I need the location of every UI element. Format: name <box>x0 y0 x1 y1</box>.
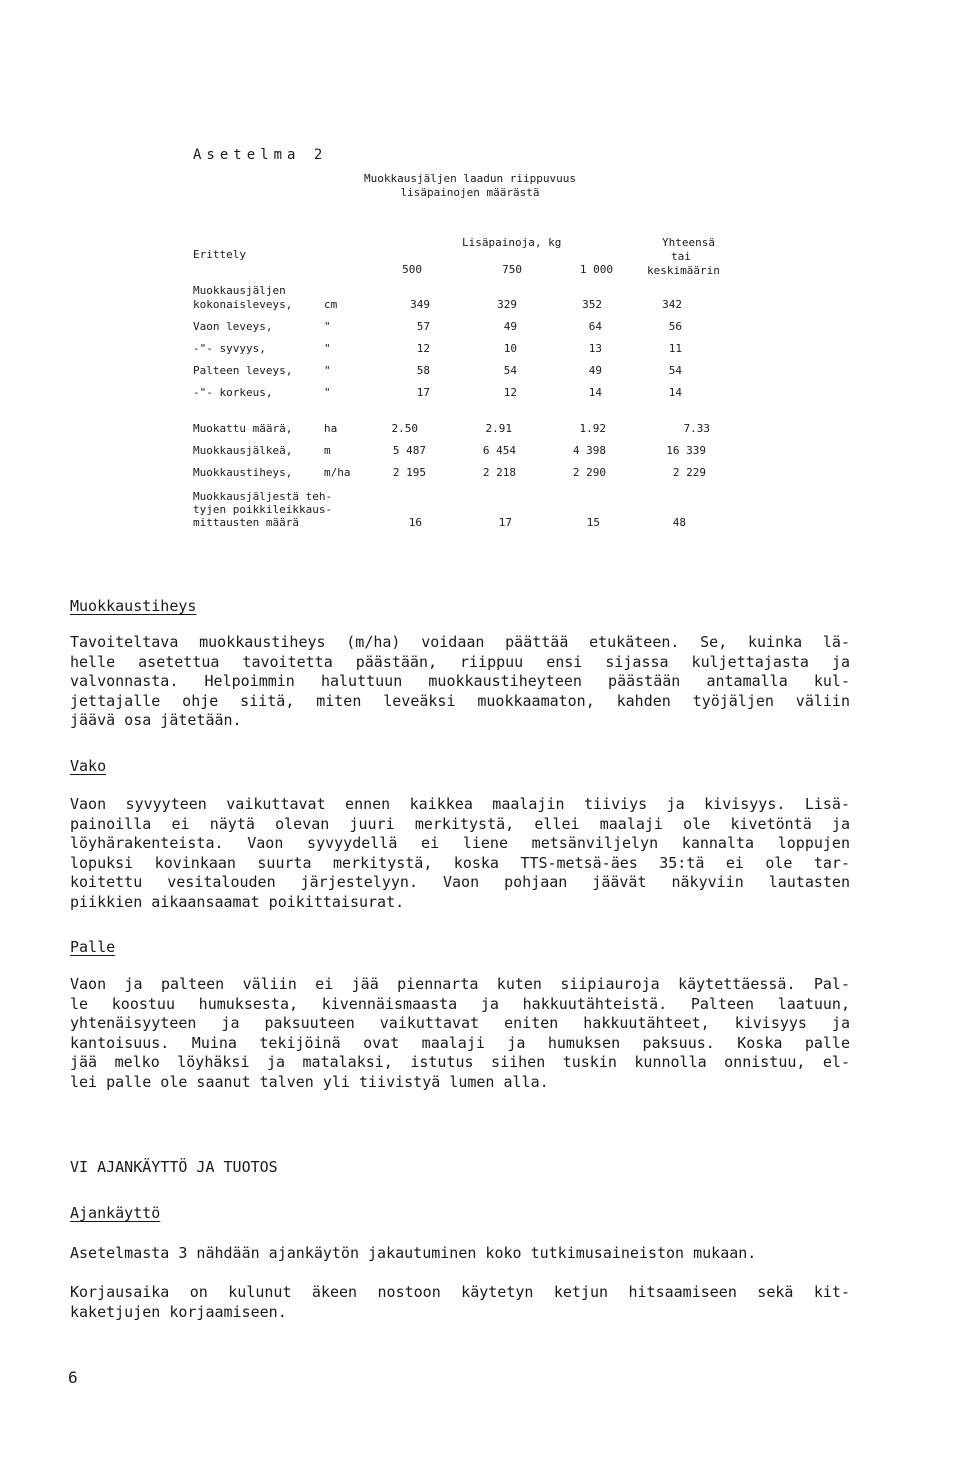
cell: 54 <box>668 364 682 377</box>
row-label: Vaon leveys, <box>193 320 273 333</box>
paragraph-palle <box>70 975 850 1093</box>
text-line: jettajalle ohje siitä, miten leveäksi muokkaamaton, kahden työjäljen väliin <box>70 691 850 710</box>
row-label: Muokattu määrä, <box>193 422 293 435</box>
text-line: jää melko löyhäksi ja matalaksi, istutus siihen tuskin kunnolla onnistuu, el- <box>70 1053 850 1072</box>
row-unit: " <box>324 364 331 377</box>
text-line: lei palle ole saanut talven yli tiivistyä lumen alla. <box>70 1072 549 1091</box>
weight-750: 750 <box>502 263 522 276</box>
total-header-1: Yhteensä <box>662 236 715 249</box>
last-row-label-2: tyjen poikkileikkaus- <box>193 503 333 516</box>
cell: 17 <box>498 516 512 529</box>
cell: 2.91 <box>485 422 512 435</box>
row-label: Muokkausjälkeä, <box>193 444 293 457</box>
cell: 14 <box>588 386 602 399</box>
text-line: lopuksi kovinkaan suurta merkitystä, koska TTS-metsä-äes 35:tä ei ole tar- <box>70 853 850 872</box>
cell: 58 <box>416 364 430 377</box>
cell: 49 <box>588 364 602 377</box>
cell: 12 <box>503 386 517 399</box>
cell: 15 <box>586 516 600 529</box>
section-heading-muokkaustiheys: Muokkaustiheys <box>70 597 197 615</box>
cell: 56 <box>668 320 682 333</box>
cell: 5 487 <box>392 444 426 457</box>
section-heading-vako: Vako <box>70 757 107 775</box>
paragraph-ajankaytto-1 <box>70 1244 850 1264</box>
text-line: yhtenäisyyteen ja paksuuteen vaikuttavat eniten hakkuutähteet, kivisyys ja <box>70 1014 850 1033</box>
row-label: Palteen leveys, <box>193 364 293 377</box>
text-line: jäävä osa jätetään. <box>70 711 242 730</box>
cell: 54 <box>503 364 517 377</box>
row-unit: m <box>324 444 331 457</box>
cell: 6 454 <box>482 444 516 457</box>
cell: 64 <box>588 320 602 333</box>
text-line: le koostuu humuksesta, kivennäismaasta ja hakkuutähteistä. Palteen laatuun, <box>70 994 850 1013</box>
row-label-2: kokonaisleveys, <box>193 298 293 311</box>
cell: 7.33 <box>683 422 710 435</box>
cell: 2 229 <box>672 466 706 479</box>
text-line: Tavoiteltava muokkaustiheys (m/ha) voidaan päättää etukäteen. Se, kuinka lä- <box>70 633 850 651</box>
cell: 329 <box>497 298 517 311</box>
row-unit: " <box>324 342 331 355</box>
cell: 11 <box>668 342 682 355</box>
paragraph-vako <box>70 795 850 913</box>
weight-500: 500 <box>402 263 422 276</box>
caption-line-1: Muokkausjäljen laadun riippuvuus <box>364 172 576 185</box>
text-line: Korjausaika on kulunut äkeen nostoon käytetyn ketjun hitsaamiseen sekä kit- <box>70 1283 850 1301</box>
text-line: kantoisuus. Muina tekijöinä ovat maalaji ja humuksen paksuus. Koska palle <box>70 1033 850 1052</box>
cell: 10 <box>503 342 517 355</box>
row-label: Muokkaustiheys, <box>193 466 293 479</box>
text-line: Vaon ja palteen väliin ei jää piennarta kuten siipiauroja käytettäessä. Pal- <box>70 975 850 993</box>
text-line: valvonnasta. Helpoimmin haluttuun muokkaustiheyteen päästään antamalla kul- <box>70 672 850 691</box>
section-heading-palle: Palle <box>70 938 116 956</box>
cell: 4 398 <box>572 444 606 457</box>
lisapainoja-header: Lisäpainoja, kg <box>462 236 562 249</box>
cell: 2 218 <box>482 466 516 479</box>
table-caption <box>300 172 640 200</box>
table-label: Asetelma 2 <box>193 147 328 163</box>
total-header-3: keskimäärin <box>647 264 720 277</box>
cell: 16 339 <box>666 444 706 457</box>
row-unit: " <box>324 320 331 333</box>
page-number: 6 <box>68 1368 78 1387</box>
cell: 16 <box>408 516 422 529</box>
text-line: Vaon syvyyteen vaikuttavat ennen kaikkea maalajin tiiviys ja kivisyys. Lisä- <box>70 795 850 813</box>
cell: 2 195 <box>392 466 426 479</box>
cell: 342 <box>662 298 682 311</box>
row-unit: " <box>324 386 331 399</box>
row-label: -"- syvyys, <box>193 342 266 355</box>
cell: 2 290 <box>572 466 606 479</box>
text-line: löyhärakenteista. Vaon syvyydellä ei liene metsänviljelyn kannalta loppujen <box>70 834 850 853</box>
text-line: kaketjujen korjaamiseen. <box>70 1302 287 1321</box>
erittely-header: Erittely <box>193 248 246 261</box>
row-unit: m/ha <box>324 466 351 479</box>
text-line: helle asetettua tavoitetta päästään, riippuu ensi sijassa kuljettajasta ja <box>70 652 850 671</box>
cell: 13 <box>588 342 602 355</box>
weight-1000: 1 000 <box>579 263 613 276</box>
row-label-1: Muokkausjäljen <box>193 284 286 297</box>
text-line: Asetelmasta 3 nähdään ajankäytön jakautuminen koko tutkimusaineiston mukaan. <box>70 1244 757 1262</box>
total-header-2: tai <box>671 250 691 263</box>
last-row-label-1: Muokkausjäljestä teh- <box>193 490 333 503</box>
row-label: -"- korkeus, <box>193 386 273 399</box>
chapter-title: VI AJANKÄYTTÖ JA TUOTOS <box>70 1158 278 1176</box>
cell: 49 <box>503 320 517 333</box>
paragraph-muokkaustiheys <box>70 633 850 731</box>
cell: 57 <box>416 320 430 333</box>
paragraph-ajankaytto-2 <box>70 1283 850 1322</box>
text-line: painoilla ei näytä olevan juuri merkitystä, ellei maalaji ole kivetöntä ja <box>70 814 850 833</box>
cell: 2.50 <box>391 422 418 435</box>
row-unit: ha <box>324 422 338 435</box>
cell: 17 <box>416 386 430 399</box>
section-heading-ajankaytto: Ajankäyttö <box>70 1204 161 1222</box>
last-row-label-3: mittausten määrä <box>193 516 299 529</box>
cell: 48 <box>672 516 686 529</box>
text-line: piikkien aikaansaamat poikittaisurat. <box>70 892 405 911</box>
cell: 349 <box>410 298 430 311</box>
cell: 12 <box>416 342 430 355</box>
cell: 14 <box>668 386 682 399</box>
text-line: koitettu vesitalouden järjestelyyn. Vaon pohjaan jäävät näkyviin lautasten <box>70 873 850 892</box>
row-unit: cm <box>324 298 338 311</box>
cell: 352 <box>582 298 602 311</box>
cell: 1.92 <box>579 422 606 435</box>
caption-line-2: lisäpainojen määrästä <box>400 186 540 199</box>
